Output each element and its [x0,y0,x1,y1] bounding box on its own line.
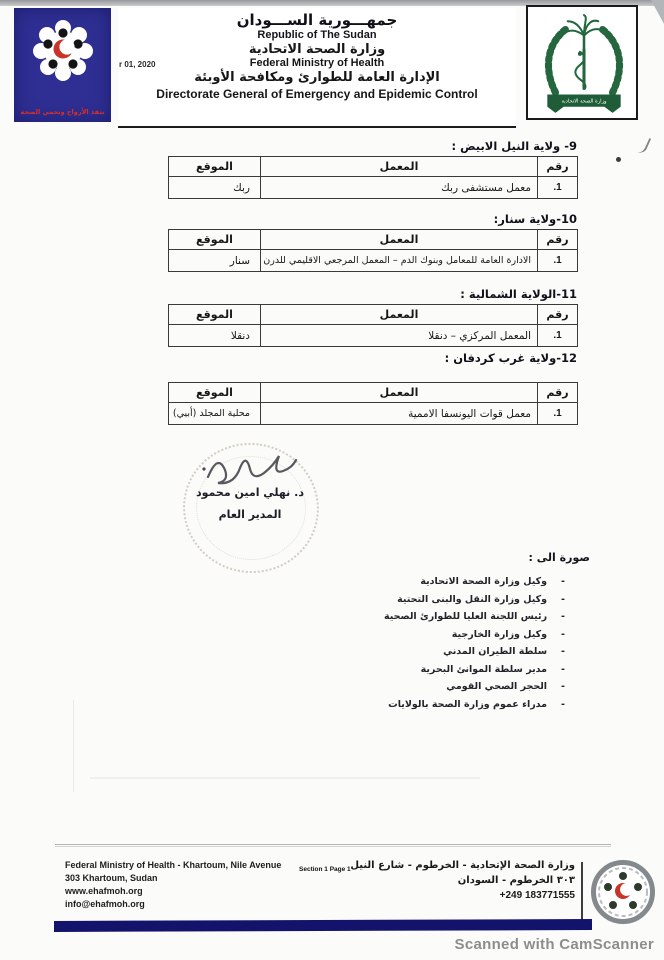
directorate-title-english: Directorate General of Emergency and Epidemic Control [156,87,478,101]
lab-table [168,304,578,347]
cell-site: ربك [169,177,261,199]
footer-line: ٣٠٣ الخرطوم - السودان [457,875,575,886]
emblem-ribbon-text: وزارة الصحة الاتحادية [561,98,607,105]
copy-to-list [384,573,565,713]
paper-crease [73,700,74,792]
scan-corner-shadow [651,0,664,24]
copy-to-item: - مدير سلطة الموانئ البحرية [384,661,565,679]
ministry-title-arabic: وزارة الصحة الاتحادية [248,42,386,57]
letterhead-titles [118,8,516,128]
state-section-white-nile [168,139,577,199]
state-heading: 12-ولاية غرب كردفان : [444,351,577,365]
col-header-number: رقم [538,230,578,250]
table-row [169,325,578,347]
table-row [169,177,578,199]
footer-line: وزارة الصحة الإتحادية - الخرطوم - شارع النيل [350,860,575,871]
col-header-site: الموقع [169,383,261,403]
ministry-title-english: Federal Ministry of Health [249,57,385,69]
camscanner-watermark: Scanned with CamScanner [454,936,654,953]
footer-navy-bar [54,919,592,932]
col-header-lab: المعمل [261,383,538,403]
table-header-row [169,230,578,250]
state-section-northern [168,287,577,347]
copy-to-item: - سلطة الطيران المدني [384,643,565,661]
logo-caption: ننقذ الأرواح ونحمي الصحة [20,108,105,116]
table-header-row [169,305,578,325]
footer-line: 303 Khartoum, Sudan [65,873,158,883]
footer-divider-line [581,862,583,920]
lab-table [168,382,578,425]
footer-line: Federal Ministry of Health - Khartoum, Nile Avenue [65,860,282,870]
signatory-title: المدير العام [218,508,282,521]
red-crescent-icon [596,865,650,919]
col-header-lab: المعمل [261,230,538,250]
ministry-emblem-box [526,5,638,120]
scan-overlay-note: Section 1 Page 1 [299,866,351,873]
footer-line: www.ehafmoh.org [65,886,143,896]
state-heading: 9- ولاية النيل الابيض : [451,139,577,153]
footer-separator [55,844,611,847]
col-header-number: رقم [538,157,578,177]
red-crescent-logo-box [14,8,111,122]
date-fragment: r 01, 2020 [119,60,156,69]
cell-number: 1. [538,325,578,347]
state-section-sennar [168,212,577,272]
copy-to-item: - رئيس اللجنة العليا للطوارئ الصحية [384,608,565,626]
col-header-number: رقم [538,305,578,325]
cell-lab: المعمل المركزي – دنقلا [261,325,538,347]
directorate-title-arabic: الإدارة العامة للطوارئ ومكافحة الأوبئة [194,70,440,85]
state-section-west-kordofan [168,351,577,425]
table-header-row [169,157,578,177]
col-header-site: الموقع [169,230,261,250]
cell-lab: معمل مستشفى ربك [261,177,538,199]
footer-address-english [65,859,281,911]
copy-to-heading: صورة الى : [528,551,590,564]
footer-crescent-logo [591,860,655,924]
cell-site: محلية المجلد (أبيي) [169,403,261,425]
footer-address-arabic [350,858,575,903]
signatory-name: د. نهلي امين محمود [196,486,304,499]
cell-site: سنار [169,250,261,272]
table-header-row [169,383,578,403]
cell-number: 1. [538,403,578,425]
copy-to-item: - وكيل وزارة الصحة الاتحادية [384,573,565,591]
footer-line: info@ehafmoh.org [65,899,145,909]
state-heading: 10-ولاية سنار: [493,212,577,226]
state-heading: 11-الولاية الشمالية : [460,287,577,301]
table-row [169,403,578,425]
col-header-site: الموقع [169,157,261,177]
col-header-site: الموقع [169,305,261,325]
copy-to-item: - مدراء عموم وزارة الصحة بالولايات [384,696,565,714]
cell-lab: معمل قوات اليونسفا الاممية [261,403,538,425]
republic-title-arabic: جمهـــورية الســـودان [236,11,398,29]
table-row [169,250,578,272]
signature-scribble [200,447,320,487]
cell-lab: الادارة العامة للمعامل وبنوك الدم – المعمل المرجعي الاقليمي للدرن [261,250,538,272]
lab-table [168,229,578,272]
pen-scribble [635,135,651,156]
paper-smudge [90,777,480,779]
footer-phone: +249 183771555 [499,890,575,901]
pen-mark [616,157,621,162]
col-header-lab: المعمل [261,305,538,325]
cell-site: دنقلا [169,325,261,347]
col-header-number: رقم [538,383,578,403]
red-crescent-icon [31,18,95,82]
lab-table [168,156,578,199]
copy-to-item: - وكيل وزارة النقل والبنى التحتية [384,591,565,609]
republic-title-english: Republic of The Sudan [257,29,377,41]
copy-to-item: - وكيل وزارة الخارجية [384,626,565,644]
palm-caduceus-emblem-icon [533,9,635,119]
cell-number: 1. [538,250,578,272]
copy-to-item: - الحجر الصحي القومي [384,678,565,696]
col-header-lab: المعمل [261,157,538,177]
cell-number: 1. [538,177,578,199]
